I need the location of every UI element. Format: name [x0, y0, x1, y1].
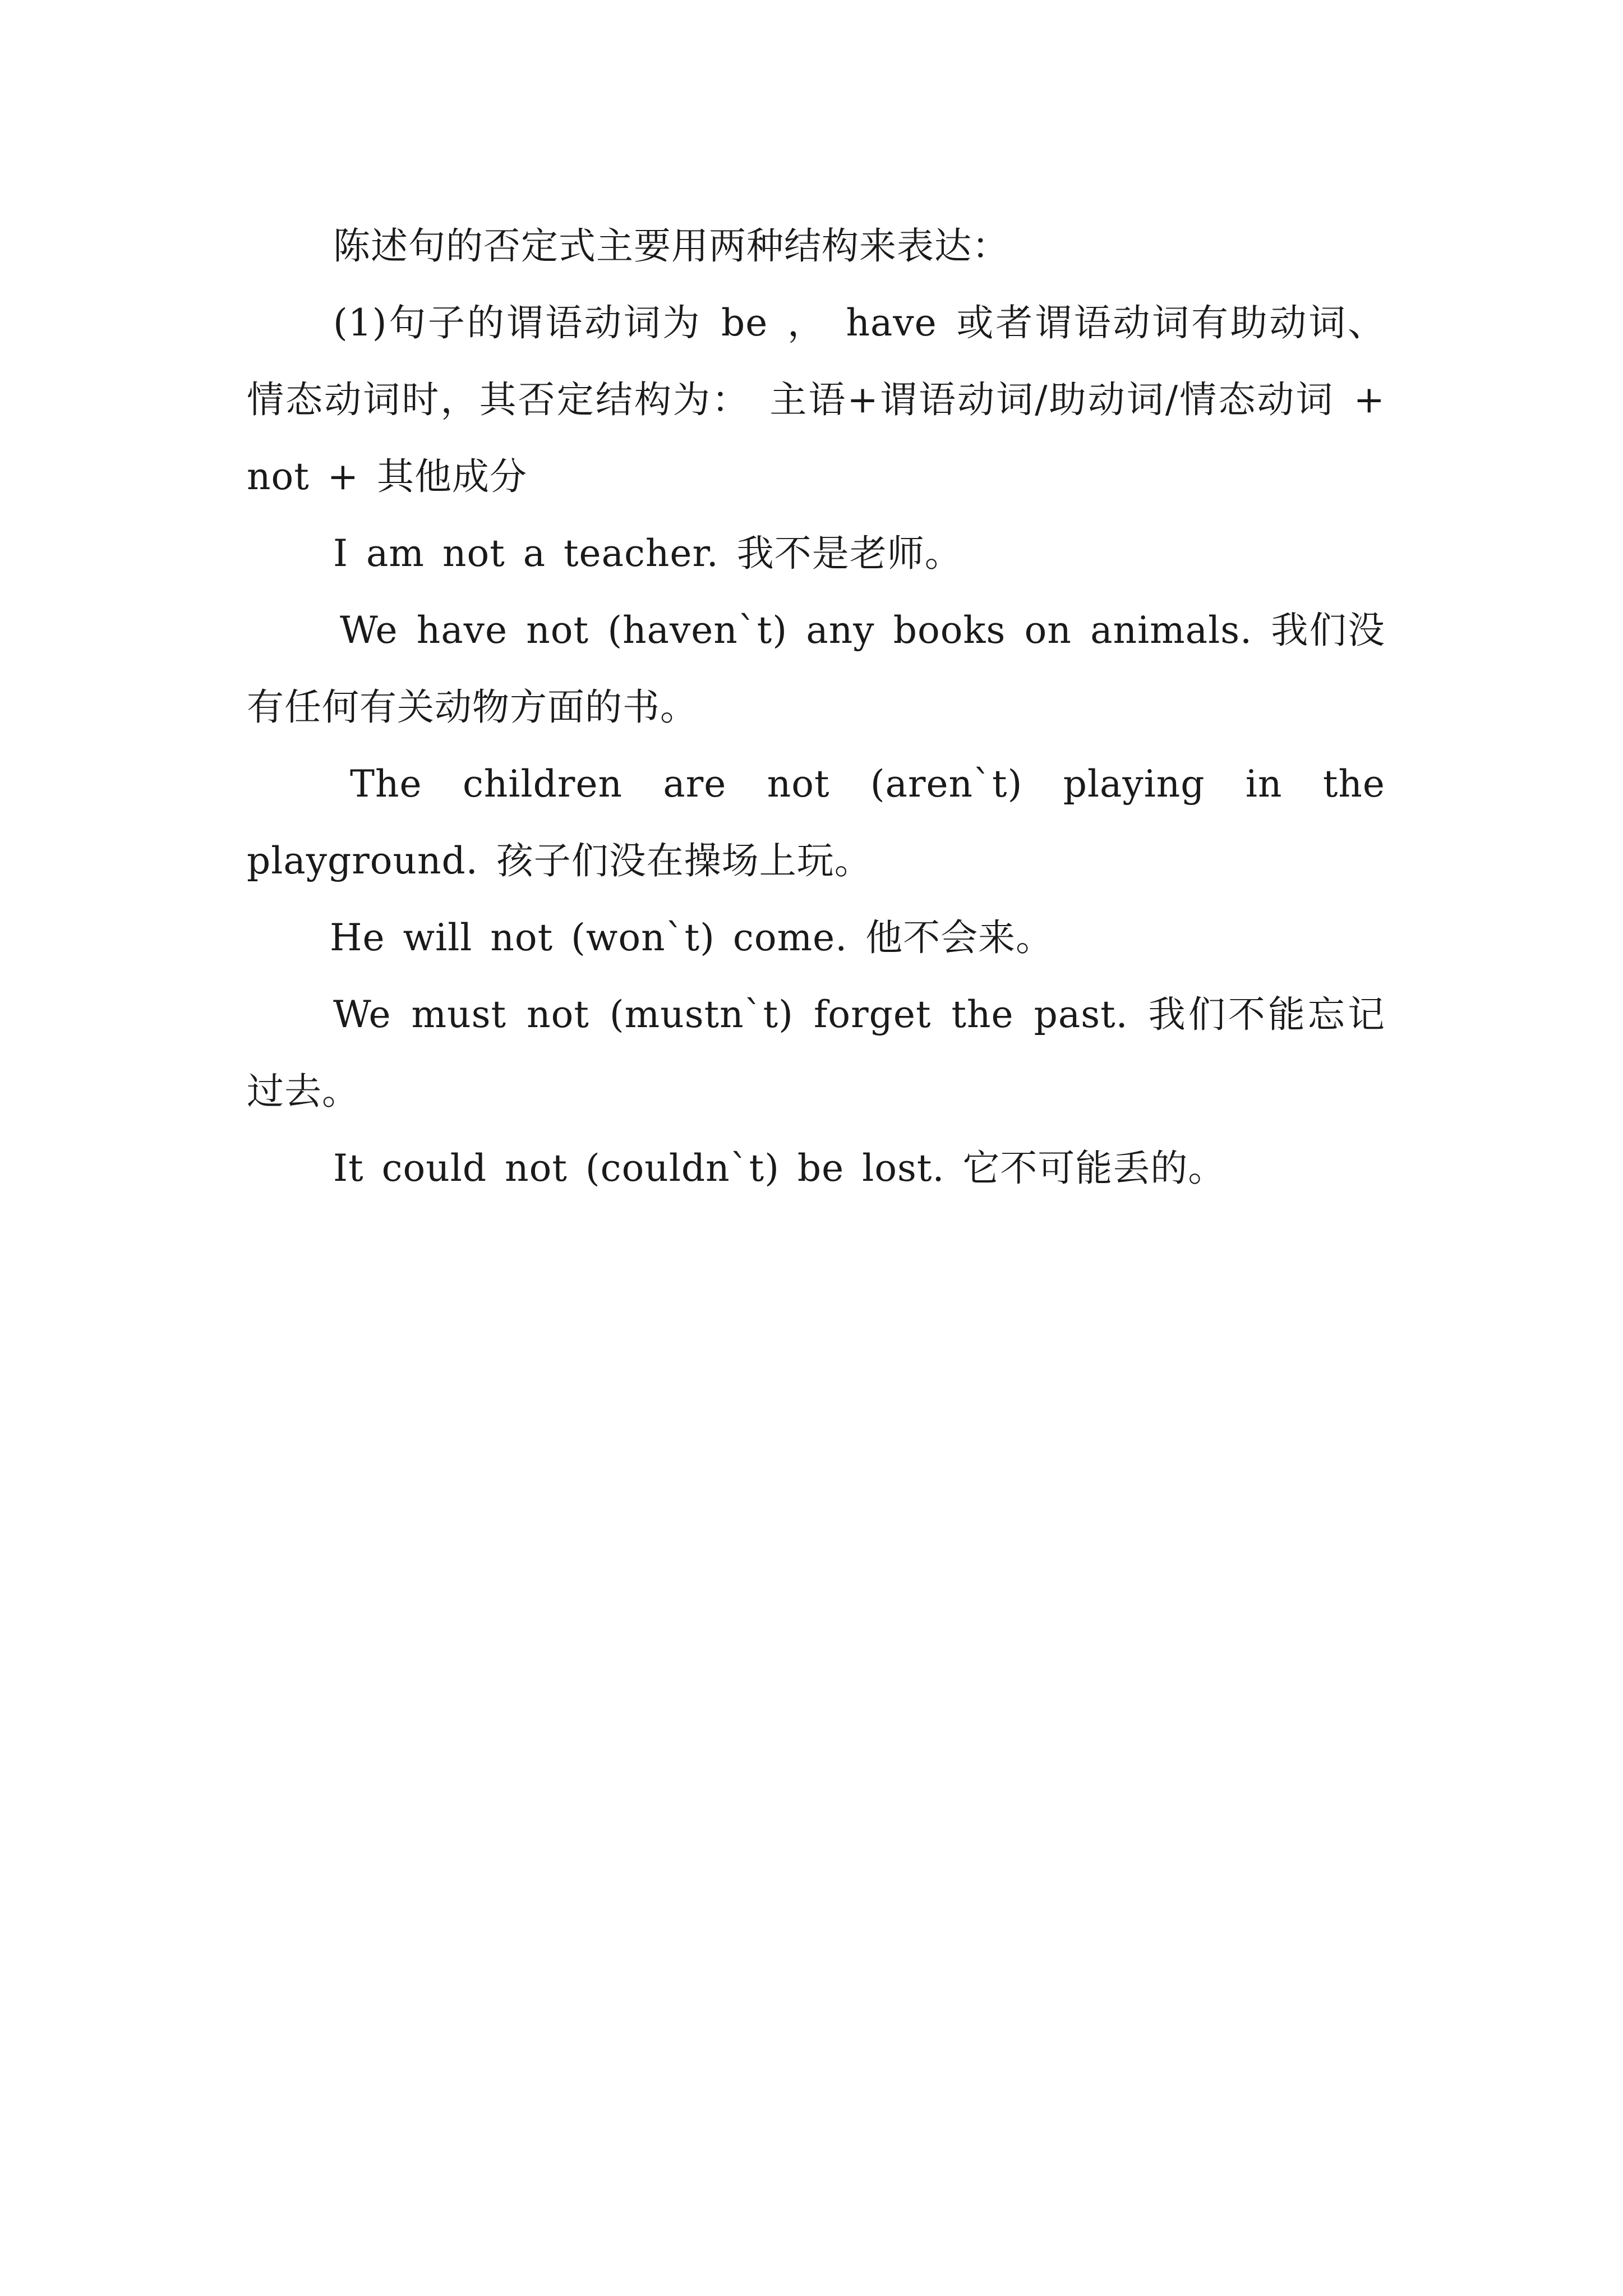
paragraph-intro: 陈述句的否定式主要用两种结构来表达： — [333, 224, 1009, 268]
example-sentence-come: He will not (won`t) come. 他不会来。 — [330, 916, 1054, 959]
example-sentence-past: We must not (mustn`t) forget the past. 我们不能忘记过去。 — [247, 993, 1385, 1113]
example-sentence-books: We have not (haven`t) any books on animals. 我们没有任何有关动物方面的书。 — [247, 609, 1385, 729]
example-sentence-teacher: I am not a teacher. 我不是老师。 — [333, 532, 962, 575]
document-body — [247, 208, 1385, 1207]
example-sentence-children: The children are not (aren`t) playing in the playground. 孩子们没在操场上玩。 — [247, 762, 1385, 882]
paragraph-rule-1: (1)句子的谓语动词为 be ， have 或者谓语动词有助动词、情态动词时，其否定结构为： 主语+谓语动词/助动词/情态动词 + not + 其他成分 — [247, 301, 1385, 498]
example-sentence-lost: It could not (couldn`t) be lost. 它不可能丢的。 — [333, 1147, 1226, 1190]
